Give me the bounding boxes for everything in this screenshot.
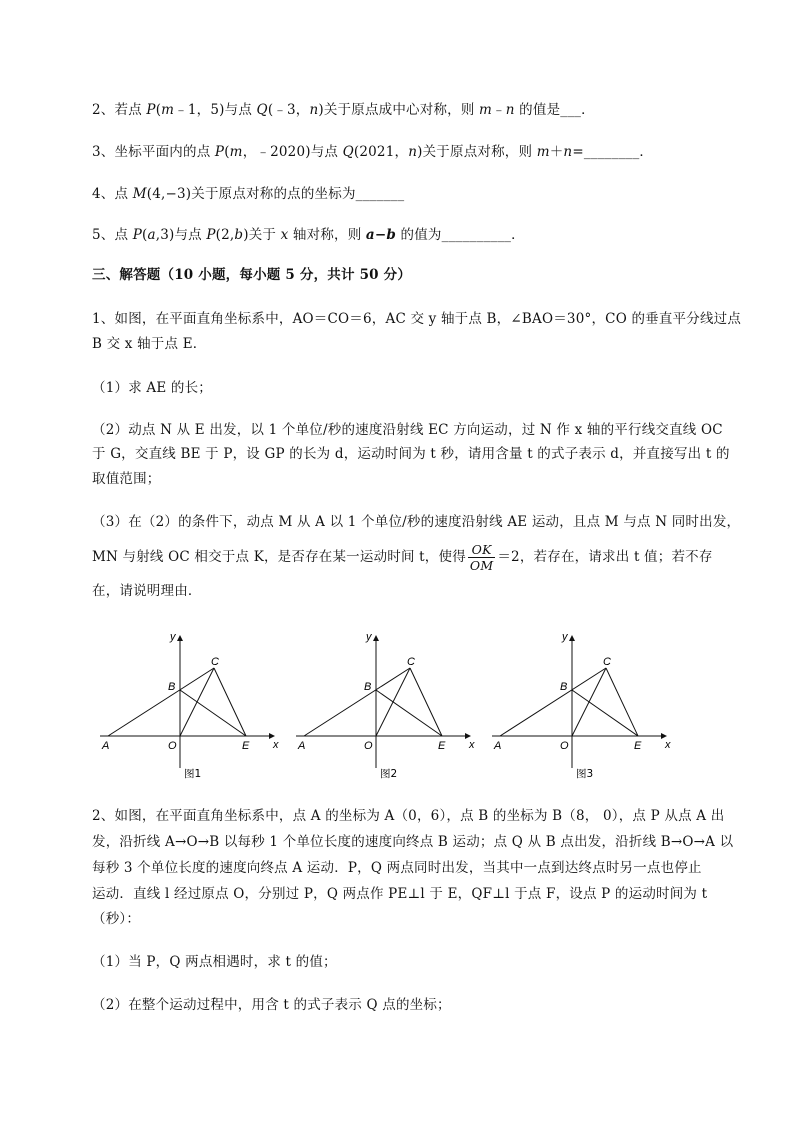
q1-part3-line1: （3）在（2）的条件下，动点 M 从 A 以 1 个单位/秒的速度沿射线 AE 运动，且点 M 与点 N 同时出发，	[92, 514, 741, 530]
label-x: x	[469, 739, 475, 751]
fill-question-3: 3、坐标平面内的点 P(m，﹣2020)与点 Q(2021，n)关于原点对称，则 m＋n=________．	[92, 144, 654, 160]
label-a: A	[494, 740, 502, 752]
label-b: B	[364, 681, 372, 693]
q2-line2: 发，沿折线 A→O→B 以每秒 1 个单位长度的速度向终点 B 运动；点 Q 从 B 点出发，沿折线 B→O→A 以	[92, 834, 734, 850]
label-y: y	[170, 631, 176, 643]
q1-part1: （1）求 AE 的长；	[92, 380, 212, 396]
q1-part3-text-after: ＝2，若存在，请求出 t 值；若不存	[497, 549, 713, 565]
label-e: E	[634, 740, 642, 752]
segment-ac	[304, 668, 410, 736]
fill-question-5: 5、点 P(a,3)与点 P(2,b)关于 x 轴对称，则 a−b 的值为__________．	[92, 227, 525, 243]
segment-ac	[500, 668, 606, 736]
q1-part2-line3: 取值范围；	[92, 471, 161, 487]
fill-question-4: 4、点 M(4,−3)关于原点对称的点的坐标为_______	[92, 186, 405, 202]
segment-ac	[108, 668, 214, 736]
label-c: C	[407, 656, 415, 668]
figure-caption: 图3	[576, 768, 594, 780]
label-e: E	[438, 740, 446, 752]
segment-be	[572, 690, 638, 736]
label-c: C	[211, 656, 219, 668]
segment-be	[376, 690, 442, 736]
label-x: x	[665, 739, 671, 751]
label-c: C	[603, 656, 611, 668]
figure-3	[488, 628, 678, 783]
label-b: B	[168, 681, 176, 693]
figure-1	[96, 628, 286, 783]
figure-2	[292, 628, 482, 783]
label-a: A	[298, 740, 306, 752]
q2-part2: （2）在整个运动过程中，用含 t 的式子表示 Q 点的坐标；	[92, 997, 451, 1013]
figure-caption: 图1	[184, 768, 202, 780]
figure-caption: 图2	[380, 768, 398, 780]
segment-ce	[410, 668, 442, 736]
label-o: O	[560, 740, 569, 752]
fraction-denominator: OM	[469, 558, 494, 573]
label-o: O	[168, 740, 177, 752]
label-o: O	[364, 740, 373, 752]
fraction-numerator: OK	[468, 542, 495, 558]
q1-intro-line2: B 交 x 轴于点 E．	[92, 336, 207, 352]
q2-line5: （秒）：	[92, 911, 141, 927]
segment-ce	[606, 668, 638, 736]
label-y: y	[562, 631, 568, 643]
q2-line4: 运动．直线 l 经过原点 O，分别过 P，Q 两点作 PE⊥l 于 E，QF⊥l 于点 F，设点 P 的运动时间为 t	[92, 886, 708, 902]
q2-line1: 2、如图，在平面直角坐标系中，点 A 的坐标为 A（0，6），点 B 的坐标为 B（8， 0），点 P 从点 A 出	[92, 808, 725, 824]
q2-part1: （1）当 P，Q 两点相遇时，求 t 的值；	[92, 954, 337, 970]
q1-part3-text-before: MN 与射线 OC 相交于点 K，是否存在某一运动时间 t，使得	[92, 549, 466, 565]
q1-part2-line2: 于 G，交直线 BE 于 P，设 GP 的长为 d，运动时间为 t 秒，请用含量 t 的式子表示 d，并直接写出 t 的	[92, 446, 730, 462]
section-title: 三、解答题（10 小题，每小题 5 分，共计 50 分）	[92, 267, 412, 283]
fill-question-2: 2、若点 P(m﹣1，5)与点 Q(﹣3，n)关于原点成中心对称，则 m﹣n 的值是___．	[92, 102, 595, 118]
label-b: B	[560, 681, 568, 693]
label-x: x	[273, 739, 279, 751]
label-e: E	[242, 740, 250, 752]
q2-line3: 每秒 3 个单位长度的速度向终点 A 运动．P，Q 两点同时出发，当其中一点到达终点时另一点也停止	[92, 860, 702, 876]
segment-be	[180, 690, 246, 736]
segment-ce	[214, 668, 246, 736]
q1-part2-line1: （2）动点 N 从 E 出发，以 1 个单位/秒的速度沿射线 EC 方向运动，过 N 作 x 轴的平行线交直线 OC	[92, 422, 723, 438]
q1-intro-line1: 1、如图，在平面直角坐标系中，AO＝CO＝6，AC 交 y 轴于点 B，∠BAO＝30°，CO 的垂直平分线过点	[92, 311, 742, 327]
ratio-fraction	[468, 542, 495, 573]
label-y: y	[366, 631, 372, 643]
q1-part3-line3: 在，请说明理由．	[92, 583, 202, 599]
q1-part3-line2	[92, 542, 713, 573]
label-a: A	[102, 740, 110, 752]
